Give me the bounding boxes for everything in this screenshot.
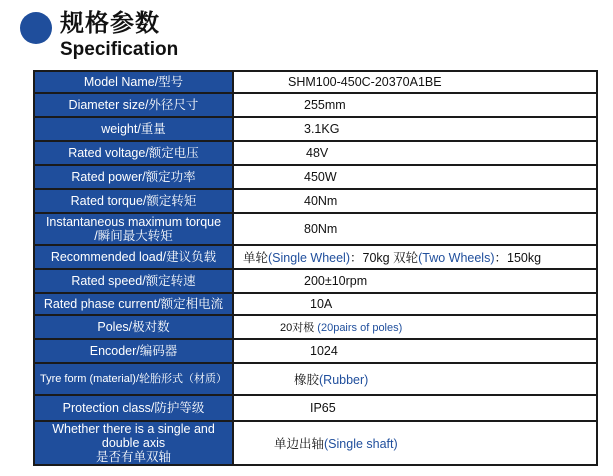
table-row	[34, 165, 597, 189]
row-value	[233, 269, 597, 293]
row-value	[233, 71, 597, 93]
value-text: IP65	[310, 401, 336, 415]
row-label: Model Name/型号	[34, 71, 233, 93]
row-label	[34, 213, 233, 245]
value-text-en: (Single shaft)	[324, 437, 398, 451]
value-text-en: (20pairs of poles)	[317, 322, 403, 334]
row-value	[233, 117, 597, 141]
table-row	[34, 395, 597, 421]
table-row	[34, 141, 597, 165]
value-text: 单边出轴	[274, 437, 325, 451]
spec-table	[33, 70, 598, 466]
row-value	[233, 363, 597, 395]
value-text: 3.1KG	[304, 122, 340, 136]
header	[0, 0, 613, 64]
row-label: Recommended load/建议负载	[34, 245, 233, 269]
row-value	[233, 213, 597, 245]
value-text-en: (Single Wheel)	[268, 251, 350, 265]
row-label-line2: /瞬间最大转矩	[94, 229, 173, 243]
value-text-en: (Rubber)	[319, 373, 369, 387]
table-row	[34, 339, 597, 363]
value-text: 1024	[310, 344, 338, 358]
row-label: Poles/极对数	[34, 315, 233, 339]
value-text: 20对极	[280, 322, 318, 334]
row-label: Rated torque/额定转矩	[34, 189, 233, 213]
value-text: 200±10rpm	[304, 274, 368, 288]
value-text: 40Nm	[304, 194, 338, 208]
table-row	[34, 421, 597, 465]
value-text: 橡胶	[294, 373, 320, 387]
row-label: Diameter size/外径尺寸	[34, 93, 233, 117]
row-label-line1: Instantaneous maximum torque	[45, 215, 222, 229]
table-row	[34, 245, 597, 269]
row-label	[34, 421, 233, 465]
table-row	[34, 117, 597, 141]
value-text: ：150kg	[494, 251, 542, 265]
row-value	[233, 421, 597, 465]
table-row	[34, 213, 597, 245]
value-text-en: (Two Wheels)	[418, 251, 495, 265]
row-label: Rated voltage/额定电压	[34, 141, 233, 165]
row-value	[233, 339, 597, 363]
row-label-line1: Whether there is a single and double axis	[52, 422, 215, 450]
row-label: Rated power/额定功率	[34, 165, 233, 189]
table-row	[34, 293, 597, 315]
row-value	[233, 293, 597, 315]
page-title-cn: 规格参数	[60, 10, 160, 37]
row-value	[233, 141, 597, 165]
row-label: Protection class/防护等级	[34, 395, 233, 421]
value-text: 255mm	[304, 98, 346, 112]
row-label: weight/重量	[34, 117, 233, 141]
row-label: Rated speed/额定转速	[34, 269, 233, 293]
page-title-en: Specification	[60, 39, 179, 60]
row-label: Encoder/编码器	[34, 339, 233, 363]
table-row	[34, 269, 597, 293]
table-row	[34, 93, 597, 117]
table-row	[34, 189, 597, 213]
table-row	[34, 71, 597, 93]
row-value	[233, 189, 597, 213]
value-text: 48V	[306, 146, 329, 160]
row-label: Rated phase current/额定相电流	[34, 293, 233, 315]
bullet-circle-icon	[20, 12, 52, 44]
value-text: SHM100-450C-20370A1BE	[288, 75, 442, 89]
row-value	[233, 315, 597, 339]
row-value	[233, 93, 597, 117]
value-text: 单轮	[243, 251, 269, 265]
row-value	[233, 165, 597, 189]
row-value	[233, 395, 597, 421]
value-text: 80Nm	[304, 222, 338, 236]
row-value	[233, 245, 597, 269]
table-row	[34, 363, 597, 395]
value-text: 10A	[310, 297, 333, 311]
table-row	[34, 315, 597, 339]
value-text: ：70kg 双轮	[350, 251, 419, 265]
value-text: 450W	[304, 170, 337, 184]
row-label: Tyre form (material)/轮胎形式（材质）	[34, 363, 233, 395]
row-label-line2: 是否有单双轴	[95, 450, 171, 464]
